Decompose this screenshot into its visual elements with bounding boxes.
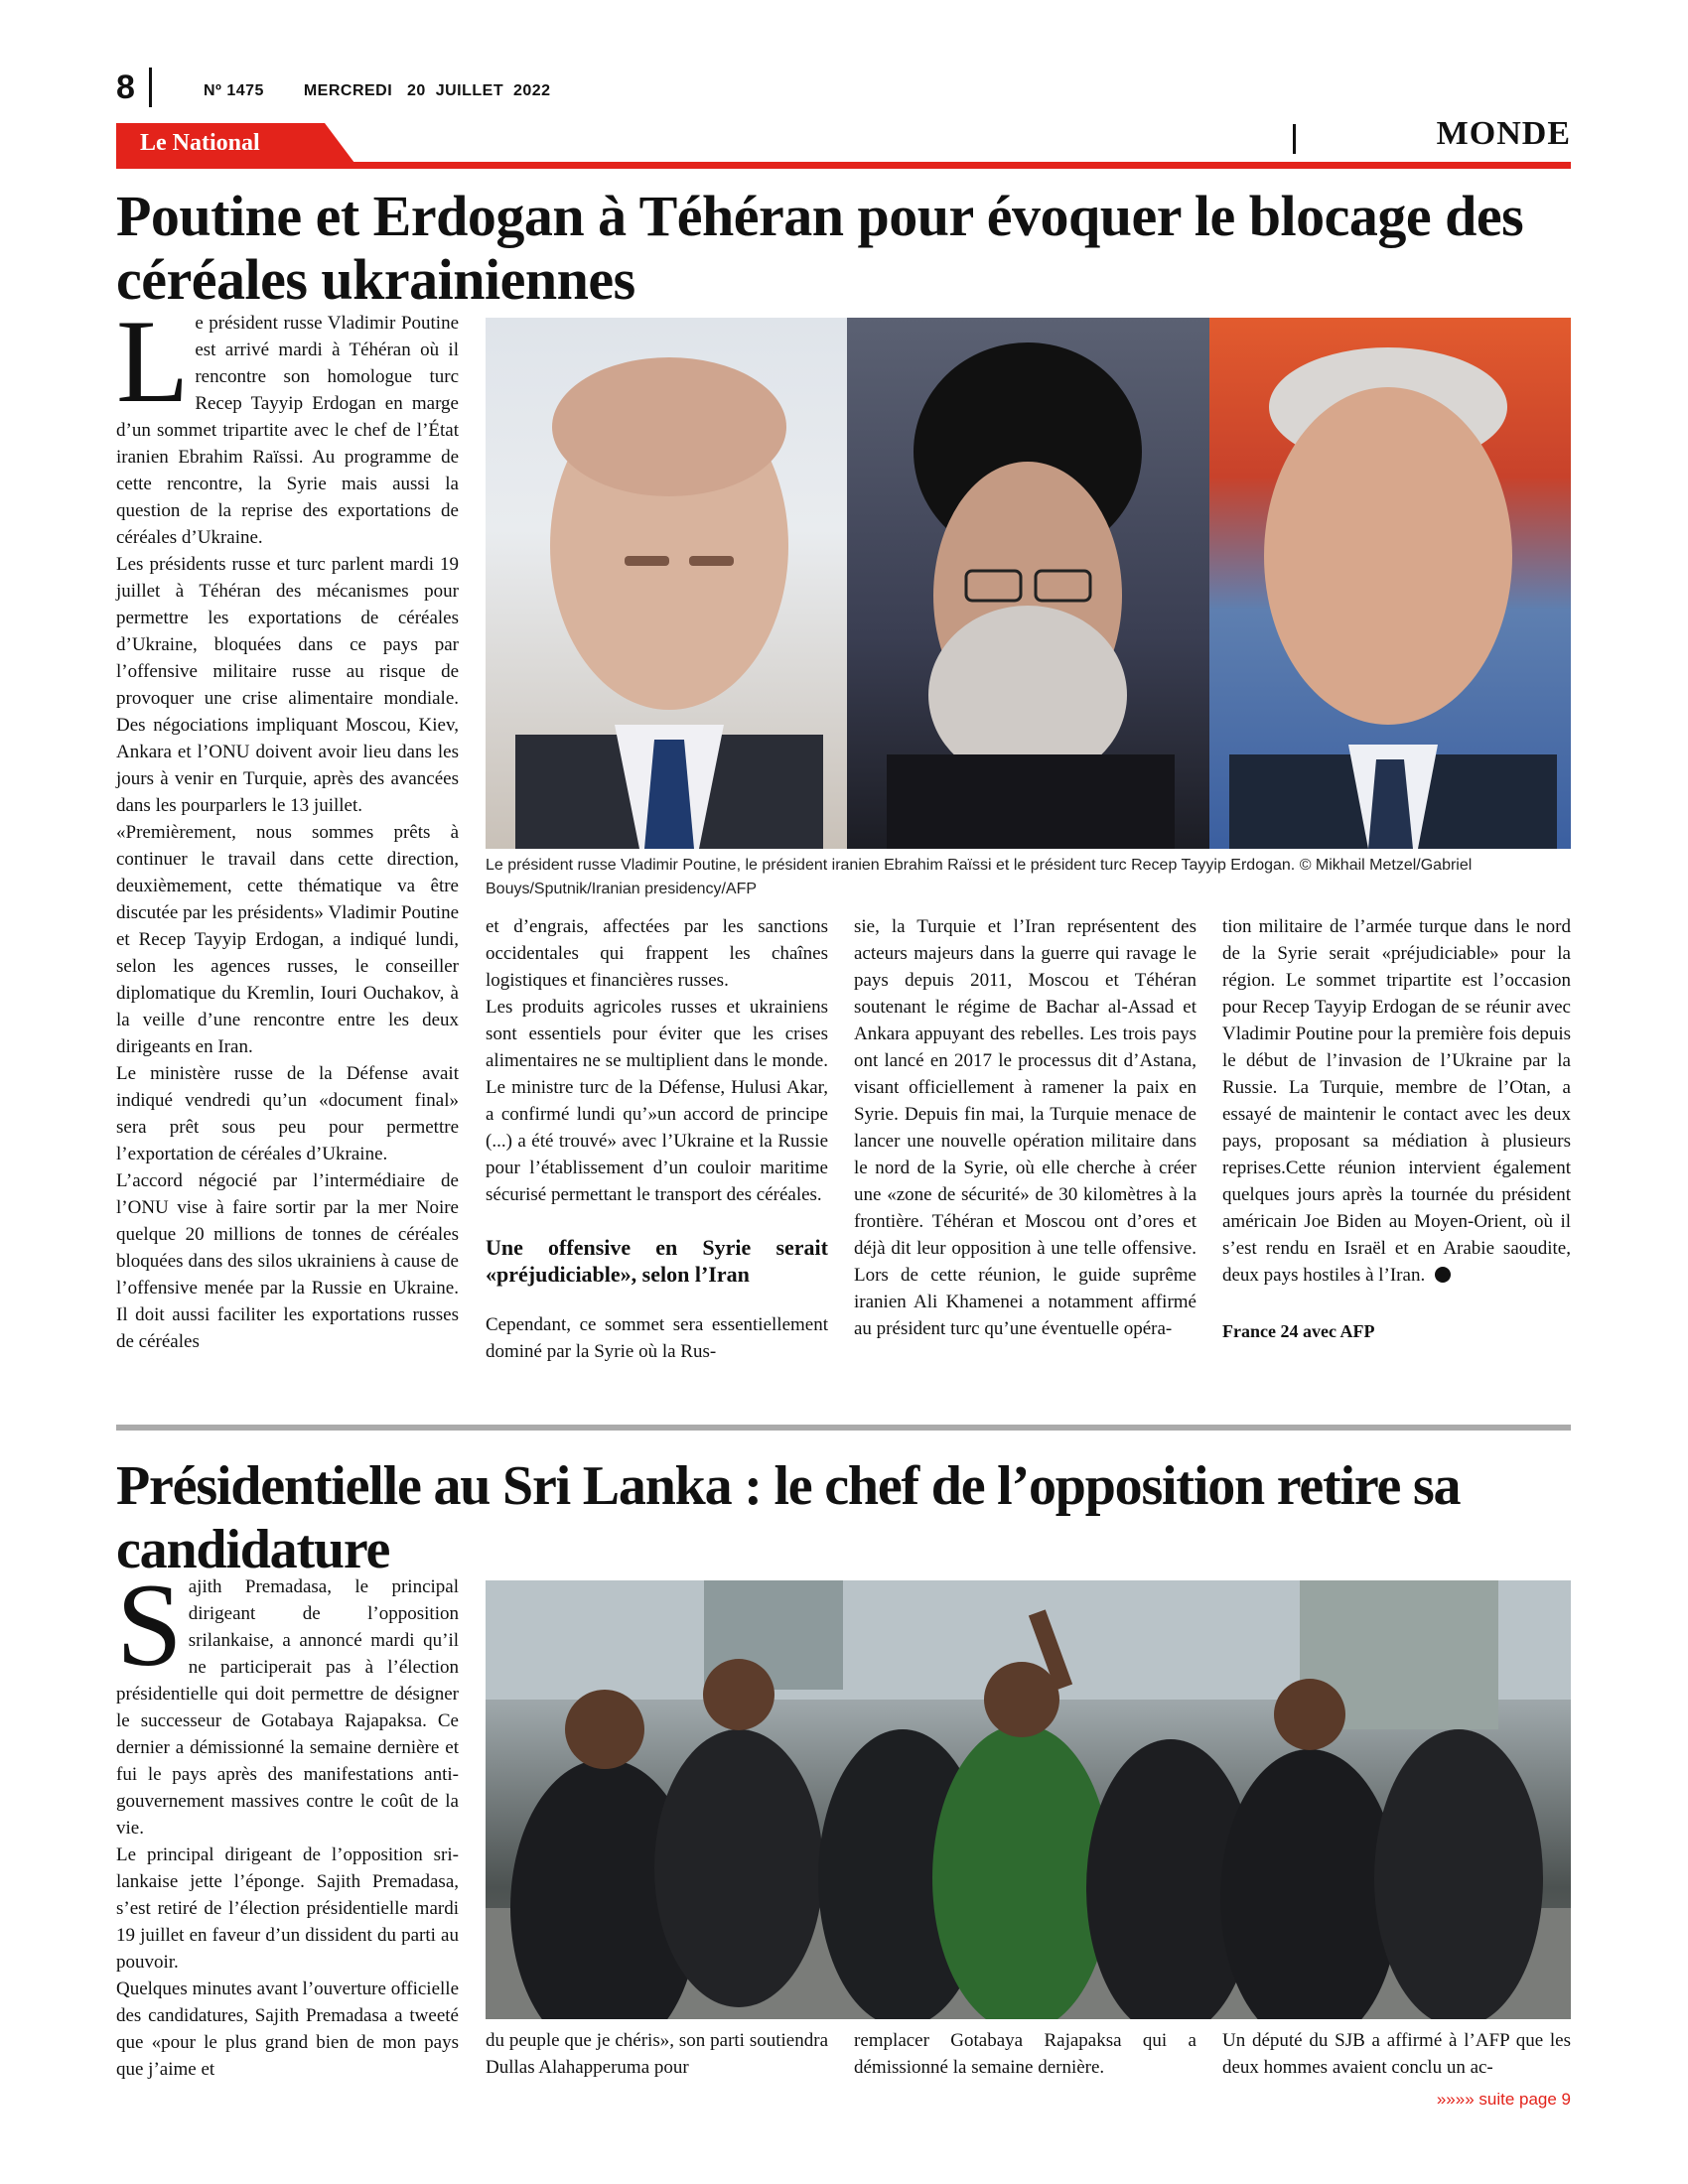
article-1-title: Poutine et Erdogan à Téhéran pour évoquer le blocage des céréales ukrainiennes — [116, 184, 1524, 312]
photo-caption: Le président russe Vladimir Poutine, le président iranien Ebrahim Raïssi et le président turc Recep Tayyip Erdogan. © Mikhail Metzel/Gabriel Bouys/Sputnik/Iranian presidency/AFP — [486, 857, 1473, 897]
article-1-paragraph: L’accord négocié par l’intermédiaire de l’ONU vise à faire sortir par la mer Noire quelque 20 millions de tonnes de céréales bloquées dans des silos ukrainiens à cause de l’offensive menée par la Russie en Ukraine. Il doit aussi faciliter les exportations russes de céréales — [116, 1170, 459, 1352]
article-1-paragraph: sie, la Turquie et l’Iran représentent des acteurs majeurs dans la guerre qui ravage le pays depuis 2011, Moscou et Téhéran soutenant le régime de Bachar al-Assad et Ankara appuyant des rebelles. Les trois pays ont lancé en 2017 le processus dit d’Astana, visant officiellement à ramener la paix en Syrie. Depuis fin mai, la Turquie menace de lancer une nouvelle opération militaire dans le nord de la Syrie, où elle cherche à créer une «zone de sécurité» de 30 kilomètres à la frontière. Téhéran et Moscou ont d’ores et déjà dit leur opposition à une telle offensive. Lors de cette réunion, le guide suprême iranien Ali Khamenei a notamment affirmé au président turc qu’une éventuelle opéra- — [854, 916, 1196, 1339]
article-1-paragraph: et d’engrais, affectées par les sanctions occidentales qui frappent les chaînes logistiques et financières russes. — [486, 916, 828, 991]
issue-date — [204, 82, 551, 100]
publication-date: MERCREDI 20 JUILLET 2022 — [303, 82, 551, 99]
article-1-credit: France 24 avec AFP — [1222, 1321, 1375, 1341]
article-1-column-3 — [854, 913, 1196, 1342]
article-1-column-4 — [1222, 913, 1571, 1345]
section-label: MONDE — [1436, 115, 1571, 152]
brand-name: Le National — [140, 130, 260, 156]
article-2-column-4 — [1222, 2027, 1571, 2081]
section-divider — [1293, 124, 1296, 154]
article-1-subhead: Une offensive en Syrie serait «préjudiciable», selon l’Iran — [486, 1235, 828, 1287]
article-1-paragraph: Cependant, ce sommet sera essentiellement dominé par la Syrie où la Rus- — [486, 1314, 828, 1362]
page-number: 8 — [116, 68, 135, 106]
article-2-column-1 — [116, 1559, 459, 2083]
issue-number: Nº 1475 — [204, 82, 264, 99]
article-2-title: Présidentielle au Sri Lanka : le chef de l’opposition retire sa candidature — [116, 1455, 1461, 1580]
article-2-column-2 — [486, 2027, 828, 2081]
photo-erdogan — [1209, 318, 1571, 849]
header-rule — [116, 162, 1571, 169]
article-2-paragraph: du peuple que je chéris», son parti soutiendra Dullas Alahapperuma pour — [486, 2030, 828, 2078]
brand-banner — [116, 123, 354, 163]
article-separator — [116, 1425, 1571, 1431]
article-2-column-3 — [854, 2027, 1196, 2081]
article-2-paragraph: Un député du SJB a affirmé à l’AFP que les deux hommes avaient conclu un ac- — [1222, 2030, 1571, 2078]
article-1-paragraph: Le président russe Vladimir Poutine est arrivé mardi à Téhéran où il rencontre son homologue turc Recep Tayyip Erdogan en marge d’un sommet tripartite avec le chef de l’État iranien Ebrahim Raïssi. Au programme de cette rencontre, la Syrie mais aussi la question de la reprise des exportations de céréales d’Ukraine. — [116, 295, 459, 548]
end-of-article-icon — [1435, 1267, 1451, 1283]
article-1-paragraph: Les produits agricoles russes et ukrainiens sont essentiels pour éviter que les crises alimentaires ne se multiplient dans le monde. Le ministre turc de la Défense, Hulusi Akar, a confirmé lundi qu’»un accord de principe (...) a été trouvé» avec l’Ukraine et la Russie pour l’établissement d’un couloir maritime sécurisé permettant le transport des céréales. — [486, 997, 828, 1205]
article-1-paragraph: Le ministère russe de la Défense avait indiqué vendredi qu’un «document final» sera prêt sous peu pour permettre l’exportation de céréales d’Ukraine. — [116, 1063, 459, 1164]
photo-sri-lanka-crowd — [486, 1580, 1571, 2019]
photo-putin — [486, 318, 847, 849]
article-1-column-2 — [486, 913, 828, 1365]
article-1-column-1 — [116, 295, 459, 1355]
header-divider — [149, 68, 152, 107]
article-1-paragraph: «Premièrement, nous sommes prêts à continuer le travail dans cette direction, deuxièmement, cette thématique va être discutée par les présidents» Vladimir Poutine et Recep Tayyip Erdogan, a indiqué lundi, selon les agences russes, le conseiller diplomatique du Kremlin, Iouri Ouchakov, à la veille d’une rencontre entre les deux dirigeants en Iran. — [116, 822, 459, 1057]
article-2-paragraph: Sajith Premadasa, le principal dirigeant de l’opposition srilankaise, a annoncé mardi qu’il ne participerait pas à l’élection présidentielle qui doit permettre de désigner le successeur de Gotabaya Rajapaksa. Ce dernier a démissionné la semaine dernière et fui le pays après des manifestations anti-gouvernement massives contre le coût de la vie. — [116, 1559, 459, 1839]
continued-on-page: »»»» suite page 9 — [1436, 2090, 1571, 2109]
article-2-paragraph: Quelques minutes avant l’ouverture officielle des candidatures, Sajith Premadasa a tweeté que «pour le plus grand bien de mon pays que j’aime et — [116, 1979, 459, 2080]
photo-raisi — [847, 318, 1209, 849]
article-1-paragraph: tion militaire de l’armée turque dans le nord de la Syrie serait «préjudiciable» pour la région. Le sommet tripartite est l’occasion pour Recep Tayyip Erdogan de se réunir avec Vladimir Poutine pour la première fois depuis le début de l’invasion de l’Ukraine par la Russie. La Turquie, membre de l’Otan, a essayé de maintenir le contact avec les deux pays, proposant sa médiation à plusieurs reprises.Cette réunion intervient également quelques jours après la tournée du président américain Joe Biden au Moyen-Orient, où il s’est rendu en Israël et en Arabie saoudite, deux pays hostiles à l’Iran. — [1222, 916, 1571, 1286]
article-2-paragraph: Le principal dirigeant de l’opposition sri-lankaise jette l’éponge. Sajith Premadasa, s’est retiré de l’élection présidentielle mardi 19 juillet en faveur d’un dissident du parti au pouvoir. — [116, 1844, 459, 1973]
article-1-paragraph: Les présidents russe et turc parlent mardi 19 juillet à Téhéran des mécanismes pour permettre les exportations de céréales d’Ukraine, bloquées dans ce pays par l’offensive militaire russe au risque de provoquer une crise alimentaire mondiale. Des négociations impliquant Moscou, Kiev, Ankara et l’ONU doivent avoir lieu dans les jours à venir en Turquie, après des avancées dans les pourparlers le 13 juillet. — [116, 554, 459, 816]
article-2-paragraph: remplacer Gotabaya Rajapaksa qui a démissionné la semaine dernière. — [854, 2030, 1196, 2078]
